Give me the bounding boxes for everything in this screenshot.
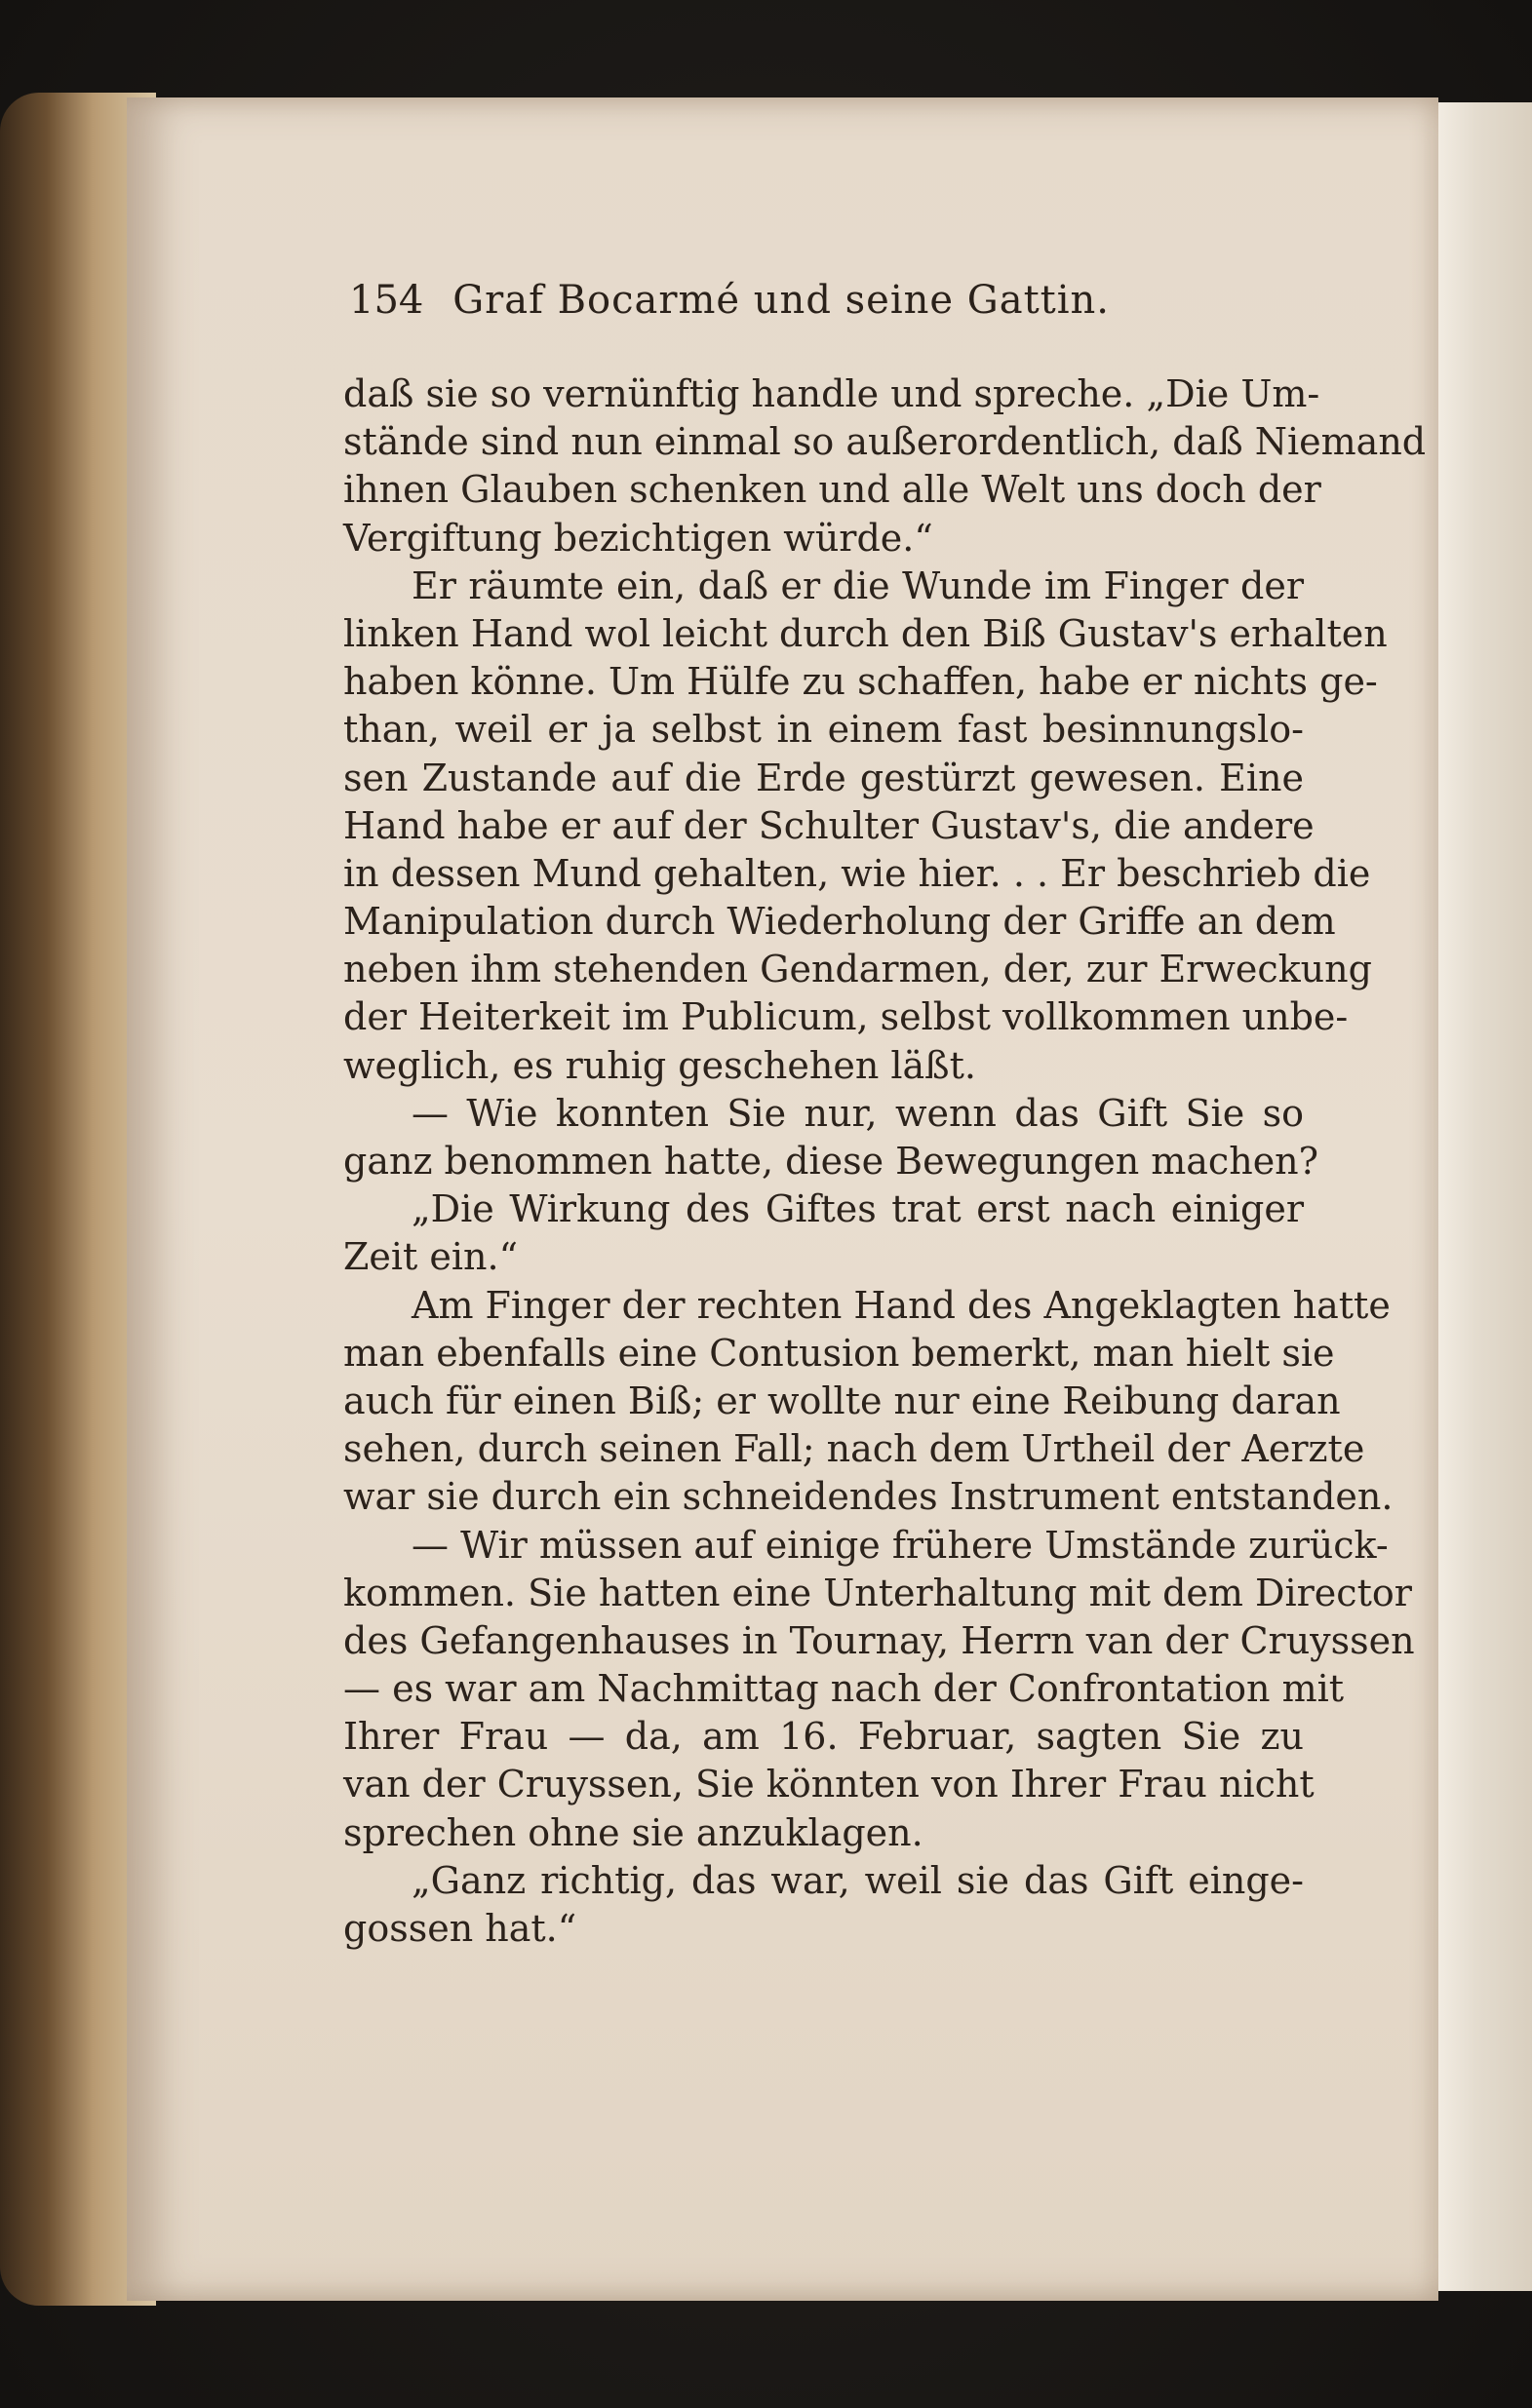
text-line: sehen, durch seinen Fall; nach dem Urtheil der Aerzte xyxy=(343,1427,1365,1471)
text-line: Zeit ein.“ xyxy=(343,1235,519,1279)
text-line: neben ihm stehenden Gendarmen, der, zur Erweckung xyxy=(343,948,1372,991)
text-line: Vergiftung bezichtigen würde.“ xyxy=(343,516,933,560)
text-line: — es war am Nachmittag nach der Confrontation mit xyxy=(343,1667,1345,1711)
text-line: ihnen Glauben schenken und alle Welt uns doch der xyxy=(343,468,1321,512)
text-line: war sie durch ein schneidendes Instrument entstanden. xyxy=(343,1475,1394,1519)
text-line: linken Hand wol leicht durch den Biß Gustav's erhalten xyxy=(343,611,1388,655)
book-page-edges-right xyxy=(1438,102,1532,2291)
text-line: daß sie so vernünftig handle und spreche. „Die Um- xyxy=(343,372,1320,415)
text-line: man ebenfalls eine Contusion bemerkt, man hielt sie xyxy=(343,1331,1335,1375)
text-line: des Gefangenhauses in Tournay, Herrn van der Cruyssen xyxy=(343,1618,1415,1662)
text-line: auch für einen Biß; er wollte nur eine Reibung daran xyxy=(343,1379,1341,1422)
text-line: kommen. Sie hatten eine Unterhaltung mit dem Director xyxy=(343,1571,1412,1614)
body-text xyxy=(343,370,1427,1953)
page-header xyxy=(349,278,1110,336)
text-line: Er räumte ein, daß er die Wunde im Finger der xyxy=(412,563,1304,607)
text-line: der Heiterkeit im Publicum, selbst vollkommen unbe- xyxy=(343,995,1349,1039)
text-line: Manipulation durch Wiederholung der Griffe an dem xyxy=(343,900,1336,944)
text-line: sprechen ohne sie anzuklagen. xyxy=(343,1810,923,1854)
text-line: van der Cruyssen, Sie könnten von Ihrer Frau nicht xyxy=(343,1763,1315,1806)
text-line: — Wie konnten Sie nur, wenn das Gift Sie so xyxy=(412,1091,1304,1135)
text-line: gossen hat.“ xyxy=(343,1907,577,1950)
text-line: — Wir müssen auf einige frühere Umstände zurück- xyxy=(412,1523,1389,1567)
text-line: weglich, es ruhig geschehen läßt. xyxy=(343,1043,976,1087)
text-line: stände sind nun einmal so außerordentlich, daß Niemand xyxy=(343,420,1427,464)
running-title: Graf Bocarmé und seine Gattin. xyxy=(452,278,1110,323)
text-line: „Ganz richtig, das war, weil sie das Gift einge- xyxy=(412,1858,1304,1902)
text-line: than, weil er ja selbst in einem fast besinnungslo- xyxy=(343,708,1304,752)
text-line: Hand habe er auf der Schulter Gustav's, die andere xyxy=(343,803,1315,847)
text-line: sen Zustande auf die Erde gestürzt gewesen. Eine xyxy=(343,756,1304,799)
text-line: in dessen Mund gehalten, wie hier. . . Er beschrieb die xyxy=(343,851,1371,895)
text-line: ganz benommen hatte, diese Bewegungen machen? xyxy=(343,1140,1319,1183)
text-line: Ihrer Frau — da, am 16. Februar, sagten Sie zu xyxy=(343,1715,1304,1759)
text-line: Am Finger der rechten Hand des Angeklagten hatte xyxy=(412,1283,1391,1327)
text-line: haben könne. Um Hülfe zu schaffen, habe er nichts ge- xyxy=(343,660,1378,704)
text-line: „Die Wirkung des Giftes trat erst nach einiger xyxy=(412,1187,1304,1231)
page-number: 154 xyxy=(349,278,424,323)
